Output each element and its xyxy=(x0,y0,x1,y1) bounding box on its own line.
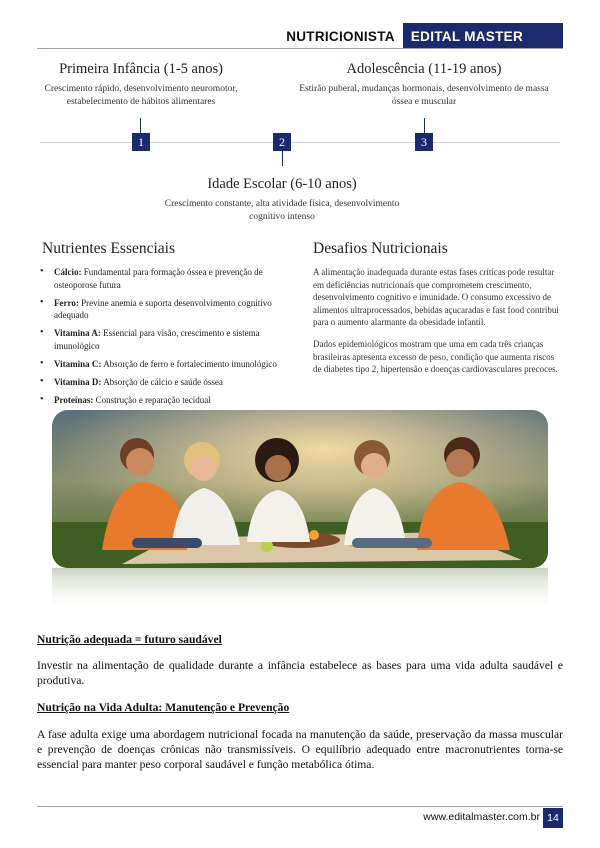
stage-2-tick xyxy=(282,151,283,166)
challenges-paragraph-2: Dados epidemiológicos mostram que uma em cada três crianças brasileiras apresenta excesso de peso, condição que aumenta riscos de diabetes tipo 2, hipertensão e doenças cardiovasculares precoces. xyxy=(313,339,558,374)
nutrient-name: Vitamina C: xyxy=(54,358,102,369)
footer-url[interactable]: www.editalmaster.com.br xyxy=(423,811,540,823)
stage-1-tick xyxy=(140,118,141,134)
list-item xyxy=(38,327,288,352)
page-header xyxy=(286,23,563,49)
stage-1-title: Primeira Infância (1-5 anos) xyxy=(59,61,223,77)
paragraph-investment: Investir na alimentação de qualidade durante a infância estabelece as bases para uma vida adulta saudável e produtiva. xyxy=(37,659,563,687)
header-label: NUTRICIONISTA xyxy=(286,28,395,44)
nutrient-text: Previne anemia e suporta desenvolvimento cognitivo adequado xyxy=(54,297,272,320)
nutrient-text: Absorção de cálcio e saúde óssea xyxy=(103,376,223,387)
challenges-paragraph-1: A alimentação inadequada durante estas fases críticas pode resultar em deficiências nutricionais que comprometem crescimento, desenvolvimento cognitivo e imunidade. O consumo excessivo de alimentos ultraprocessados, bebidas açucaradas e fast food contribui para o aumento alarmante da obesidade infantil. xyxy=(313,267,559,327)
stage-2-description: Crescimento constante, alta atividade física, desenvolvimento cognitivo intenso xyxy=(164,199,400,222)
stage-3-number: 3 xyxy=(415,133,433,151)
nutrients-list xyxy=(38,266,288,412)
nutrient-name: Cálcio: xyxy=(54,267,82,277)
header-divider xyxy=(37,48,563,49)
page-number: 14 xyxy=(543,808,563,828)
nutrient-name: Vitamina D: xyxy=(54,376,102,387)
nutrient-text: Fundamental para formação óssea e prevenção de osteoporose futura xyxy=(54,267,263,290)
list-item xyxy=(38,358,288,371)
list-item xyxy=(38,297,288,322)
footer-divider xyxy=(37,806,563,807)
stage-1-description: Crescimento rápido, desenvolvimento neuromotor, estabelecimento de hábitos alimentares xyxy=(44,84,238,107)
paragraph-adult-phase: A fase adulta exige uma abordagem nutricional focada na manutenção da saúde, preservação da massa muscular e prevenção de doenças crônicas não transmissíveis. O equilíbrio adequado entre macronutrientes torna-se essencial para manter peso corporal saudável e função metabólica ótima. xyxy=(37,728,563,771)
heading-adult-nutrition: Nutrição na Vida Adulta: Manutenção e Prevenção xyxy=(37,701,290,714)
nutrient-name: Ferro: xyxy=(54,297,79,308)
list-item xyxy=(38,376,288,389)
challenges-title: Desafios Nutricionais xyxy=(313,240,448,257)
children-picnic-photo xyxy=(52,410,548,568)
list-item xyxy=(38,266,288,291)
stage-3-tick xyxy=(424,118,425,134)
nutrient-text: Absorção de ferro e fortalecimento imunológico xyxy=(103,358,277,369)
header-brand: EDITAL MASTER xyxy=(403,23,563,49)
stage-3-title: Adolescência (11-19 anos) xyxy=(346,61,502,77)
timeline-line xyxy=(40,142,560,143)
stage-2-title: Idade Escolar (6-10 anos) xyxy=(207,176,357,192)
nutrients-title: Nutrientes Essenciais xyxy=(42,240,176,257)
nutrient-text: Construção e reparação tecidual xyxy=(95,394,211,405)
stage-1-number: 1 xyxy=(132,133,150,151)
nutrient-name: Proteínas: xyxy=(54,394,94,405)
photo-reflection xyxy=(52,568,548,613)
nutrient-name: Vitamina A: xyxy=(54,328,101,338)
nutrient-text: Essencial para visão, crescimento e sistema imunológico xyxy=(54,328,260,351)
stage-2-number: 2 xyxy=(273,133,291,151)
stage-3-description: Estirão puberal, mudanças hormonais, desenvolvimento de massa óssea e muscular xyxy=(299,84,549,107)
heading-future-healthy: Nutrição adequada = futuro saudável xyxy=(37,633,222,646)
list-item xyxy=(38,394,288,407)
